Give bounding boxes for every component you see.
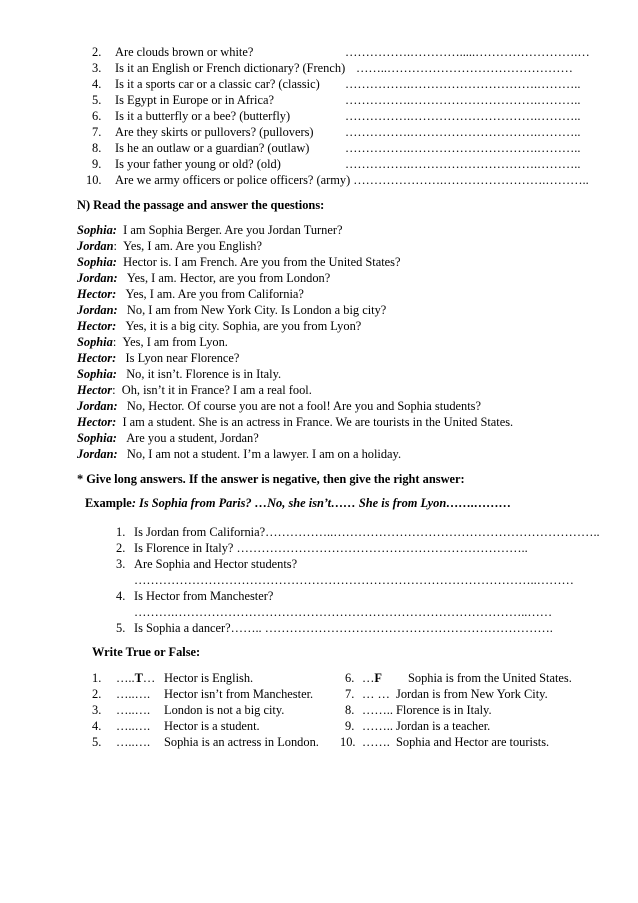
item-number: 5. — [92, 735, 102, 749]
answer-blank: ……. — [362, 735, 390, 749]
answer-blank: …….. — [362, 703, 393, 717]
item-number: 1. — [92, 671, 102, 685]
speaker-name: Jordan — [77, 239, 114, 253]
speaker-name: Jordan: — [77, 271, 118, 285]
question-number: 7. — [92, 125, 102, 139]
dialogue-text: Yes, I am from Lyon. — [122, 335, 228, 349]
dialogue-line — [77, 430, 259, 446]
dialogue-text: Hector is. I am French. Are you from the United States? — [123, 255, 401, 269]
item-number: 6. — [345, 671, 355, 685]
dialogue-text: Yes, it is a big city. Sophia, are you from Lyon? — [125, 319, 362, 333]
item-number: 1. — [116, 525, 126, 539]
question-number: 4. — [92, 77, 102, 91]
dialogue-text: Are you a student, Jordan? — [126, 431, 259, 445]
answer-blank: ……..……………………………………… — [356, 61, 573, 75]
dialogue-text: No, Hector. Of course you are not a fool! Are you and Sophia students? — [126, 399, 481, 413]
answer-blank: …..…. — [116, 703, 151, 717]
item-number: 3. — [116, 557, 126, 571]
statement-text: Hector is a student. — [164, 719, 260, 733]
question-text: Are we army officers or police officers? (army) ………………….…………………….……….. — [115, 173, 589, 187]
answer-blank: …..…. — [116, 719, 151, 733]
question-text: Is it a sports car or a classic car? (classic) — [115, 77, 320, 91]
question-number: 9. — [92, 157, 102, 171]
example-text: : Is Sophia from Paris? …No, she isn’t…… She is from Lyon…….……… — [131, 496, 512, 510]
answer-blank: …F — [362, 671, 382, 685]
question-text: Is it a butterfly or a bee? (butterfly) — [115, 109, 291, 123]
item-text: Is Jordan from California?……………..……………………………………………………….. — [134, 525, 600, 539]
item-number: 4. — [116, 589, 126, 603]
item-number: 7. — [345, 687, 355, 701]
speaker-name: Sophia: — [77, 367, 117, 381]
dialogue-line — [77, 286, 304, 302]
speaker-name: Jordan: — [77, 447, 118, 461]
question-number: 10. — [86, 173, 102, 187]
item-number: 2. — [92, 687, 102, 701]
answer-blank: …..T… — [116, 671, 156, 685]
answer-blank: …………….………………………….……….. — [345, 141, 581, 155]
dialogue-line — [77, 238, 262, 254]
speaker-name: Hector — [77, 383, 113, 397]
dialogue-text: I am a student. She is an actress in France. We are tourists in the United States. — [122, 415, 514, 429]
speaker-separator: : — [112, 335, 117, 349]
dialogue-line — [77, 398, 481, 414]
section-heading: N) Read the passage and answer the questions: — [77, 198, 325, 212]
example-line — [85, 495, 511, 511]
item-number: 8. — [345, 703, 355, 717]
answer-blank: …..…. — [116, 735, 151, 749]
dialogue-line — [77, 302, 386, 318]
dialogue-line — [77, 254, 400, 270]
item-number: 9. — [345, 719, 355, 733]
question-text: Is it an English or French dictionary? (French) — [115, 61, 346, 75]
speaker-name: Hector: — [77, 415, 117, 429]
statement-text: Hector isn’t from Manchester. — [164, 687, 314, 701]
answer-value: F — [374, 671, 382, 685]
answer-blank: …………….………………………….……….. — [345, 157, 581, 171]
answer-blank: …………….………………………….……….. — [345, 77, 581, 91]
answer-blank: …………….………………………….……….. — [345, 109, 581, 123]
dialogue-line — [77, 350, 239, 366]
statement-text: Hector is English. — [164, 671, 254, 685]
statement-text: Sophia is from the United States. — [408, 671, 572, 685]
question-number: 5. — [92, 93, 102, 107]
answer-blank: …..…. — [116, 687, 151, 701]
dialogue-line — [77, 382, 312, 398]
dialogue-text: No, I am not a student. I’m a lawyer. I am on a holiday. — [126, 447, 402, 461]
question-number: 6. — [92, 109, 102, 123]
answer-value: T — [134, 671, 143, 685]
question-text: Are clouds brown or white? — [115, 45, 254, 59]
item-text: Is Florence in Italy? …………………………………………………………….. — [134, 541, 528, 555]
speaker-name: Hector: — [77, 319, 117, 333]
dialogue-line — [77, 366, 281, 382]
question-number: 2. — [92, 45, 102, 59]
statement-text: Jordan is from New York City. — [396, 687, 548, 701]
question-text: Is he an outlaw or a guardian? (outlaw) — [115, 141, 310, 155]
dialogue-line — [77, 318, 361, 334]
question-number: 8. — [92, 141, 102, 155]
speaker-name: Sophia — [77, 335, 113, 349]
dialogue-line — [77, 334, 228, 350]
example-label: Example — [85, 496, 132, 510]
statement-text: London is not a big city. — [164, 703, 285, 717]
item-number: 3. — [92, 703, 102, 717]
item-text: Is Hector from Manchester? — [134, 589, 274, 603]
item-number: 10. — [340, 735, 356, 749]
dialogue-text: I am Sophia Berger. Are you Jordan Turner? — [123, 223, 343, 237]
dialogue-line — [77, 270, 330, 286]
long-answers-heading: * Give long answers. If the answer is negative, then give the right answer: — [77, 472, 465, 486]
item-number: 4. — [92, 719, 102, 733]
speaker-name: Jordan: — [77, 303, 118, 317]
item-text: Are Sophia and Hector students? — [134, 557, 298, 571]
true-false-heading: Write True or False: — [92, 645, 201, 659]
answer-blank: …….. — [362, 719, 393, 733]
speaker-name: Jordan: — [77, 399, 118, 413]
speaker-name: Hector: — [77, 351, 117, 365]
dialogue-line — [77, 414, 513, 430]
answer-blank: … … — [362, 687, 390, 701]
item-text: Is Sophia a dancer?…….. ……………………………………………………………. — [134, 621, 553, 635]
dialogue-line — [77, 222, 342, 238]
speaker-separator: : — [112, 383, 116, 397]
statement-text: Sophia is an actress in London. — [164, 735, 319, 749]
answer-blank: …………….………………………….……….. — [345, 125, 581, 139]
statement-text: Sophia and Hector are tourists. — [396, 735, 550, 749]
dialogue-text: Is Lyon near Florence? — [125, 351, 240, 365]
dialogue-text: Yes, I am. Are you from California? — [125, 287, 304, 301]
answer-blank: ……….…………………………………………………………………………..…… — [134, 605, 553, 619]
dialogue-text: No, it isn’t. Florence is in Italy. — [126, 367, 282, 381]
answer-blank: …………….………….....…………………….… — [345, 45, 590, 59]
dialogue-text: No, I am from New York City. Is London a big city? — [126, 303, 387, 317]
dialogue-text: Oh, isn’t it in France? I am a real fool. — [121, 383, 312, 397]
speaker-separator: : — [113, 239, 117, 253]
speaker-name: Sophia: — [77, 255, 117, 269]
statement-text: Florence is in Italy. — [396, 703, 492, 717]
speaker-name: Sophia: — [77, 431, 117, 445]
item-number: 5. — [116, 621, 126, 635]
answer-blank: ……………………………………………………………………………………..……… — [134, 573, 574, 587]
dialogue-text: Yes, I am. Are you English? — [123, 239, 262, 253]
question-text: Are they skirts or pullovers? (pullovers) — [115, 125, 314, 139]
speaker-name: Sophia: — [77, 223, 117, 237]
speaker-name: Hector: — [77, 287, 117, 301]
question-text: Is Egypt in Europe or in Africa? — [115, 93, 274, 107]
answer-blank: …………….………………………….……….. — [345, 93, 581, 107]
question-text: Is your father young or old? (old) — [115, 157, 281, 171]
item-number: 2. — [116, 541, 126, 555]
statement-text: Jordan is a teacher. — [396, 719, 491, 733]
dialogue-text: Yes, I am. Hector, are you from London? — [126, 271, 331, 285]
question-number: 3. — [92, 61, 102, 75]
dialogue-line — [77, 446, 401, 462]
